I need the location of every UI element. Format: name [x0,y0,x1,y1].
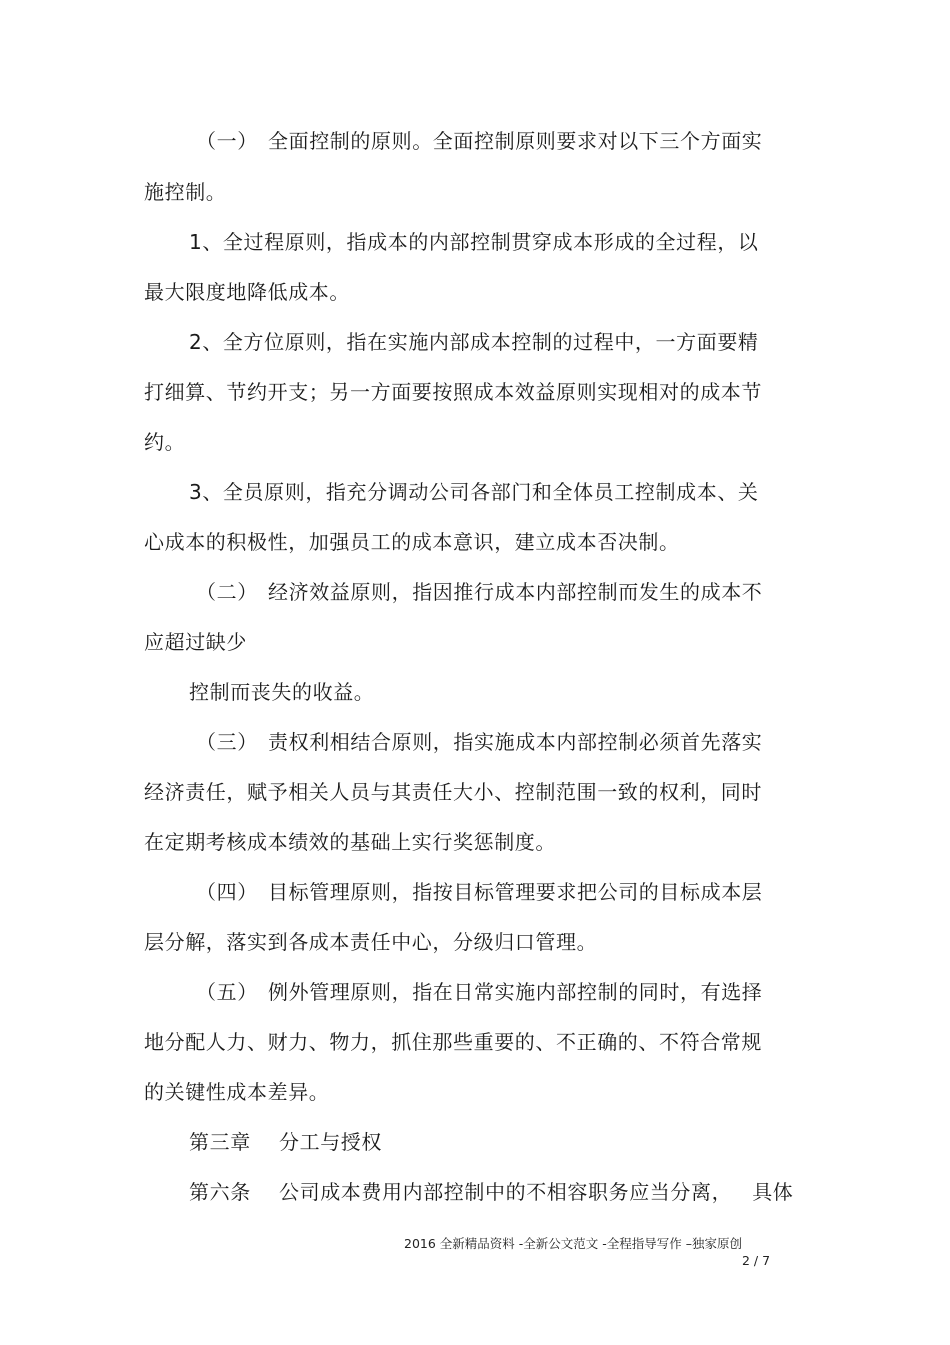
line-text: 最大限度地降低成本。 [144,280,350,304]
section-label: （三） [196,730,258,754]
line-text: 约。 [144,430,186,454]
line-16 [196,878,762,906]
line-text: 责权利相结合原则，指实施成本内部控制必须首先落实 [268,730,763,754]
line-text: 的关键性成本差异。 [144,1080,330,1104]
line-7 [144,428,185,456]
section-label: （四） [196,880,258,904]
line-text: 3、全员原则，指充分调动公司各部门和全体员工控制成本、关 [189,480,759,504]
line-text: 1、全过程原则，指成本的内部控制贯穿成本形成的全过程，以 [189,230,759,254]
footer-text: 2016 全新精品资料 -全新公文范文 -全程指导写作 –独家原创 [404,1236,742,1251]
line-text: 例外管理原则，指在日常实施内部控制的同时，有选择 [268,980,763,1004]
line-14 [144,778,762,806]
line-3 [189,228,759,256]
article-line [189,1178,793,1206]
line-tail: 具体 [752,1180,794,1204]
section-label: （二） [196,580,258,604]
line-text: 目标管理原则，指按目标管理要求把公司的目标成本层 [268,880,763,904]
section-label: （五） [196,980,258,1004]
chapter-label: 第三章 [189,1130,251,1154]
line-10 [196,578,762,606]
section-label: （一） [196,129,258,153]
line-12 [189,678,374,706]
line-text: 应超过缺少 [144,630,247,654]
line-11 [144,628,247,656]
article-label: 第六条 [189,1180,251,1204]
line-5 [189,328,759,356]
line-text: 经济责任，赋予相关人员与其责任大小、控制范围一致的权利，同时 [144,780,762,804]
line-text: 地分配人力、财力、物力，抓住那些重要的、不正确的、不符合常规 [144,1030,762,1054]
line-18 [196,978,762,1006]
line-8 [189,478,759,506]
line-1 [196,127,762,155]
line-text: 在定期考核成本绩效的基础上实行奖惩制度。 [144,830,556,854]
page-number: 2 / 7 [742,1253,771,1268]
chapter-title: 分工与授权 [279,1130,382,1154]
line-19 [144,1028,762,1056]
line-text: 2、全方位原则，指在实施内部成本控制的过程中，一方面要精 [189,330,759,354]
line-17 [144,928,597,956]
line-text: 施控制。 [144,180,227,204]
line-text: 打细算、节约开支；另一方面要按照成本效益原则实现相对的成本节 [144,380,762,404]
line-text: 公司成本费用内部控制中的不相容职务应当分离， [279,1180,733,1204]
line-2 [144,178,226,206]
line-9 [144,528,680,556]
chapter-heading [189,1128,382,1156]
line-4 [144,278,350,306]
line-text: 心成本的积极性，加强员工的成本意识，建立成本否决制。 [144,530,680,554]
line-text: 经济效益原则，指因推行成本内部控制而发生的成本不 [268,580,763,604]
line-text: 全面控制的原则。全面控制原则要求对以下三个方面实 [268,129,763,153]
line-15 [144,828,556,856]
line-text: 控制而丧失的收益。 [189,680,375,704]
line-text: 层分解，落实到各成本责任中心，分级归口管理。 [144,930,598,954]
line-20 [144,1078,329,1106]
line-6 [144,378,762,406]
line-13 [196,728,762,756]
